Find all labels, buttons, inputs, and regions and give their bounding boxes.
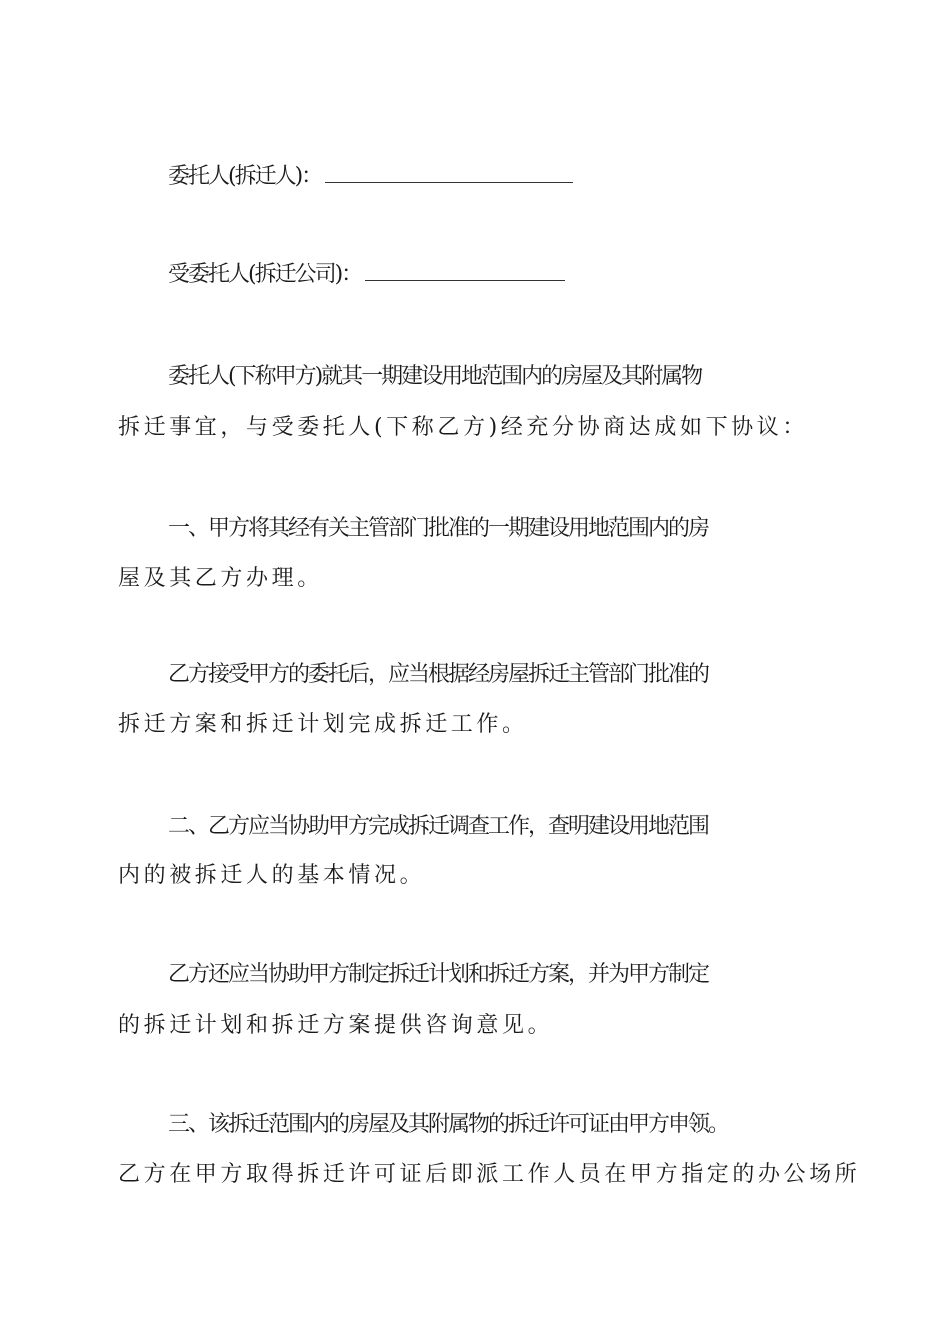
paragraph-3-line-1: 乙方接受甲方的委托后，应当根据经房屋拆迁主管部门批准的 <box>168 662 709 687</box>
paragraph-2-line-2: 屋及其乙方办理。 <box>118 566 323 591</box>
client-line <box>168 162 898 192</box>
paragraph-1-line-1: 委托人(下称甲方)就其一期建设用地范围内的房屋及其附属物 <box>168 364 702 389</box>
agent-blank <box>365 260 565 281</box>
paragraph-5-line-2: 的拆迁计划和拆迁方案提供咨询意见。 <box>118 1013 554 1038</box>
paragraph-5-line-1: 乙方还应当协助甲方制定拆迁计划和拆迁方案，并为甲方制定 <box>168 962 709 987</box>
paragraph-4-line-1: 二、乙方应当协助甲方完成拆迁调查工作，查明建设用地范围 <box>168 814 709 839</box>
agent-label: 受委托人(拆迁公司)： <box>168 262 362 287</box>
paragraph-3-line-2: 拆迁方案和拆迁计划完成拆迁工作。 <box>118 712 528 737</box>
client-label: 委托人(拆迁人)： <box>168 164 322 189</box>
paragraph-6-line-1: 三、该拆迁范围内的房屋及其附属物的拆迁许可证由甲方申领。 <box>168 1112 729 1137</box>
paragraph-1-line-2: 拆迁事宜，与受委托人(下称乙方)经充分协商达成如下协议： <box>118 415 808 440</box>
paragraph-4-line-2: 内的被拆迁人的基本情况。 <box>118 863 426 888</box>
agent-line <box>168 260 898 290</box>
paragraph-2-line-1: 一、甲方将其经有关主管部门批准的一期建设用地范围内的房 <box>168 516 709 541</box>
paragraph-6-line-2: 乙方在甲方取得拆迁许可证后即派工作人员在甲方指定的办公场所 <box>118 1162 861 1187</box>
client-blank <box>325 162 573 183</box>
